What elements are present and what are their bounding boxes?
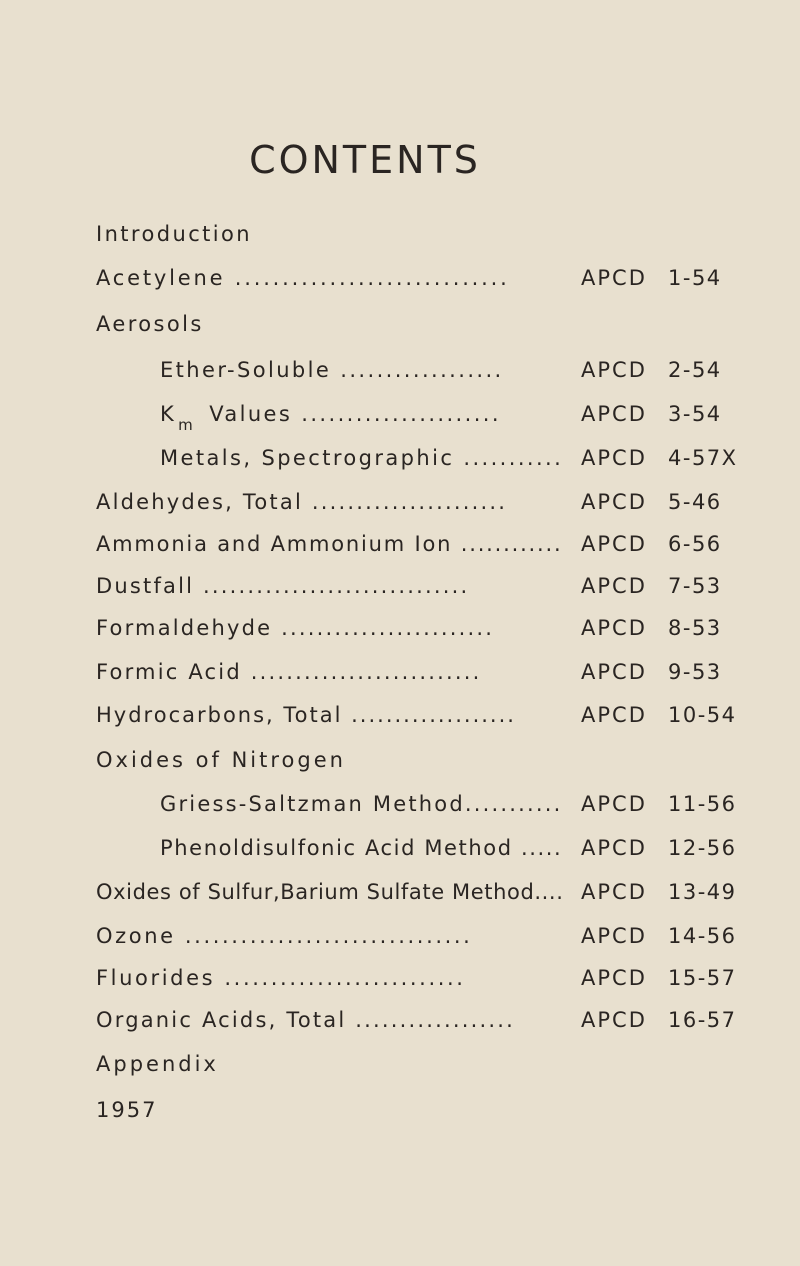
entry-label: Aldehydes, Total ...................... xyxy=(96,490,508,514)
entry-code: APCD xyxy=(581,924,647,948)
entry-label: Acetylene ............................. xyxy=(96,266,510,290)
toc-entry-hydrocarbons xyxy=(0,703,800,743)
entry-label: Ozone ............................... xyxy=(96,924,473,948)
entry-page: 10-54 xyxy=(668,703,737,727)
entry-label: Fluorides .......................... xyxy=(96,966,466,990)
entry-page: 11-56 xyxy=(668,792,737,816)
entry-code: APCD xyxy=(581,836,647,860)
entry-label-subscript: m xyxy=(178,416,196,434)
toc-entry-organic-acids xyxy=(0,1008,800,1048)
entry-page: 4-57X xyxy=(668,446,738,470)
entry-page: 2-54 xyxy=(668,358,722,382)
entry-label: Aerosols xyxy=(96,312,204,336)
entry-label: Ether-Soluble .................. xyxy=(160,358,504,382)
toc-entry-phenoldisulfonic xyxy=(0,836,800,876)
toc-entry-dustfall xyxy=(0,574,800,614)
toc-entry-formaldehyde xyxy=(0,616,800,656)
entry-page: 12-56 xyxy=(668,836,737,860)
entry-code: APCD xyxy=(581,574,647,598)
entry-label: Metals, Spectrographic ........... xyxy=(160,446,564,470)
entry-code: APCD xyxy=(581,660,647,684)
entry-label: Oxides of Sulfur,Barium Sulfate Method.... xyxy=(96,880,564,904)
toc-entry-oxides-of-sulfur xyxy=(0,880,800,920)
toc-entry-aldehydes xyxy=(0,490,800,530)
entry-label: Oxides of Nitrogen xyxy=(96,748,346,772)
entry-page: 14-56 xyxy=(668,924,737,948)
entry-code: APCD xyxy=(581,616,647,640)
toc-entry-griess-saltzman xyxy=(0,792,800,832)
entry-label: Griess-Saltzman Method........... xyxy=(160,792,563,816)
entry-label: Appendix xyxy=(96,1052,219,1076)
toc-entry-km-values xyxy=(0,402,800,442)
entry-label: Introduction xyxy=(96,222,252,246)
entry-label: Ammonia and Ammonium Ion ............ xyxy=(96,532,563,556)
entry-label-main: K xyxy=(160,402,177,426)
entry-code: APCD xyxy=(581,490,647,514)
entry-page: 5-46 xyxy=(668,490,722,514)
toc-entry-ozone xyxy=(0,924,800,964)
entry-code: APCD xyxy=(581,1008,647,1032)
page-title: CONTENTS xyxy=(249,138,481,182)
entry-code: APCD xyxy=(581,880,647,904)
entry-label-rest: Values ...................... xyxy=(209,402,501,426)
entry-label: Phenoldisulfonic Acid Method ..... xyxy=(160,836,563,860)
entry-page: 6-56 xyxy=(668,532,722,556)
entry-page: 9-53 xyxy=(668,660,722,684)
toc-entry-appendix xyxy=(0,1052,800,1092)
entry-page: 7-53 xyxy=(668,574,722,598)
entry-page: 3-54 xyxy=(668,402,722,426)
entry-label: Organic Acids, Total .................. xyxy=(96,1008,516,1032)
entry-code: APCD xyxy=(581,266,647,290)
year-label: 1957 xyxy=(96,1098,158,1122)
toc-entry-year xyxy=(0,1098,800,1138)
toc-entry-introduction xyxy=(0,222,800,262)
toc-entry-metals xyxy=(0,446,800,486)
entry-label: Dustfall .............................. xyxy=(96,574,470,598)
entry-label: Hydrocarbons, Total ................... xyxy=(96,703,516,727)
toc-entry-oxides-of-nitrogen xyxy=(0,748,800,788)
entry-label: Formaldehyde ........................ xyxy=(96,616,495,640)
entry-page: 15-57 xyxy=(668,966,737,990)
toc-entry-formic-acid xyxy=(0,660,800,700)
entry-page: 13-49 xyxy=(668,880,737,904)
entry-page: 1-54 xyxy=(668,266,722,290)
entry-page: 8-53 xyxy=(668,616,722,640)
entry-page: 16-57 xyxy=(668,1008,737,1032)
toc-entry-ammonia xyxy=(0,532,800,572)
entry-code: APCD xyxy=(581,446,647,470)
entry-code: APCD xyxy=(581,792,647,816)
toc-entry-fluorides xyxy=(0,966,800,1006)
toc-entry-acetylene xyxy=(0,266,800,306)
entry-code: APCD xyxy=(581,358,647,382)
entry-label-group xyxy=(160,402,501,434)
entry-code: APCD xyxy=(581,966,647,990)
toc-entry-ether-soluble xyxy=(0,358,800,398)
entry-label: Formic Acid .......................... xyxy=(96,660,482,684)
entry-code: APCD xyxy=(581,532,647,556)
entry-code: APCD xyxy=(581,402,647,426)
toc-entry-aerosols xyxy=(0,312,800,352)
entry-code: APCD xyxy=(581,703,647,727)
